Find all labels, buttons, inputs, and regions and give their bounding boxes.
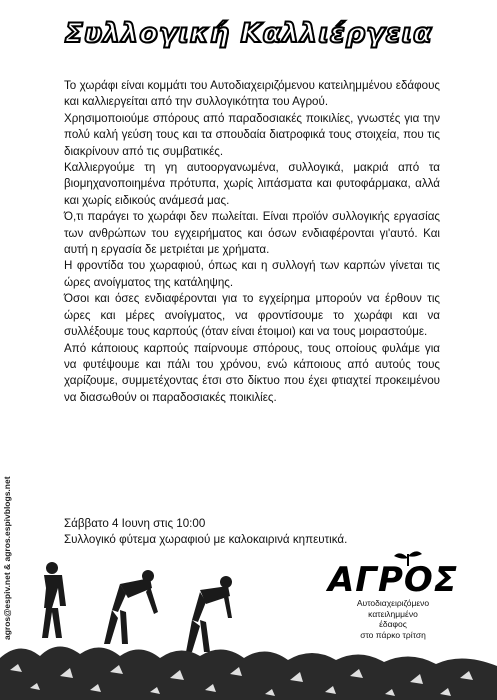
event-info <box>64 516 444 549</box>
logo-mark: ΑΓΡΟΣ <box>327 560 459 600</box>
paragraph: Από κάποιους καρπούς παίρνουμε σπόρους, τους οποίους φυλάμε για να φυτέψουμε και πάλι του χρόνου, ενώ κάποιους από αυτούς τους χαρίζουμε, συμμετέχοντας έτσι στο δίκτυο που έχει φτιαχτεί προκειμένου να διασωθούν οι παραδοσιακές ποικιλίες. <box>64 341 440 404</box>
worker-figure <box>186 576 232 652</box>
body-text <box>64 78 440 406</box>
worker-figure <box>42 562 66 638</box>
paragraph: Ό,τι παράγει το χωράφι δεν πωλείται. Είναι προϊόν συλλογικής εργασίας των ανθρώπων του εγχειρήματος και όσων ενδιαφέρονται γι'αυτό. Και αυτή η εργασία δε μετριέται με χρήματα. <box>64 210 440 257</box>
paragraph: Χρησιμοποιούμε σπόρους από παραδοσιακές ποικιλίες, γνωστές για την πολύ καλή γεύση τους και τα σπουδαία διατροφικά τους στοιχεία, που τις διακρίνουν από τις συμβατικές. <box>64 111 440 158</box>
contact-side-text: agros@espiv.net & agros.espivblogs.net <box>2 476 12 640</box>
logo-subtitle: κατειλημμένο <box>368 608 418 619</box>
logo-subtitle: Αυτοδιαχειριζόμενο <box>356 598 430 608</box>
poster-title: Συλλογική Καλλιέργεια <box>64 18 433 49</box>
event-description: Συλλογικό φύτεμα χωραφιού με καλοκαιρινά κηπευτικά. <box>64 533 348 547</box>
agros-logo <box>318 550 468 640</box>
crops <box>0 646 497 700</box>
paragraph: Το χωράφι είναι κομμάτι του Αυτοδιαχειριζόμενου κατειλημμένου εδάφους και καλλιεργείται από την συλλογικότητα του Αγρού. <box>64 79 440 109</box>
logo-subtitle: στο πάρκο τρίτση <box>360 629 426 640</box>
paragraph: Καλλιεργούμε τη γη αυτοοργανωμένα, συλλογικά, μακριά από τα βιομηχανοποιημένα πρότυπα, χωρίς λιπάσματα και φυτοφάρμακα, αλλά και χωρίς ειδικούς ανάμεσά μας. <box>64 161 440 207</box>
logo-subtitle: έδαφος <box>379 619 407 629</box>
event-date: Σάββατο 4 Ιουνη στις 10:00 <box>64 517 206 530</box>
paragraph: Όσοι και όσες ενδιαφέρονται για το εγχείρημα μπορούν να έρθουν τις ώρες και μέρες ανοίγματος, να φροντίσουμε το χωράφι και να συλλέξουμε τους καρπούς (όταν είναι έτοιμοι) και να τους μοιραστούμε. <box>64 292 440 339</box>
worker-figure <box>104 570 158 644</box>
paragraph: Η φροντίδα του χωραφιού, όπως και η συλλογή των καρπών γίνεται τις ώρες ανοίγματος της κατάληψης. <box>64 259 440 289</box>
